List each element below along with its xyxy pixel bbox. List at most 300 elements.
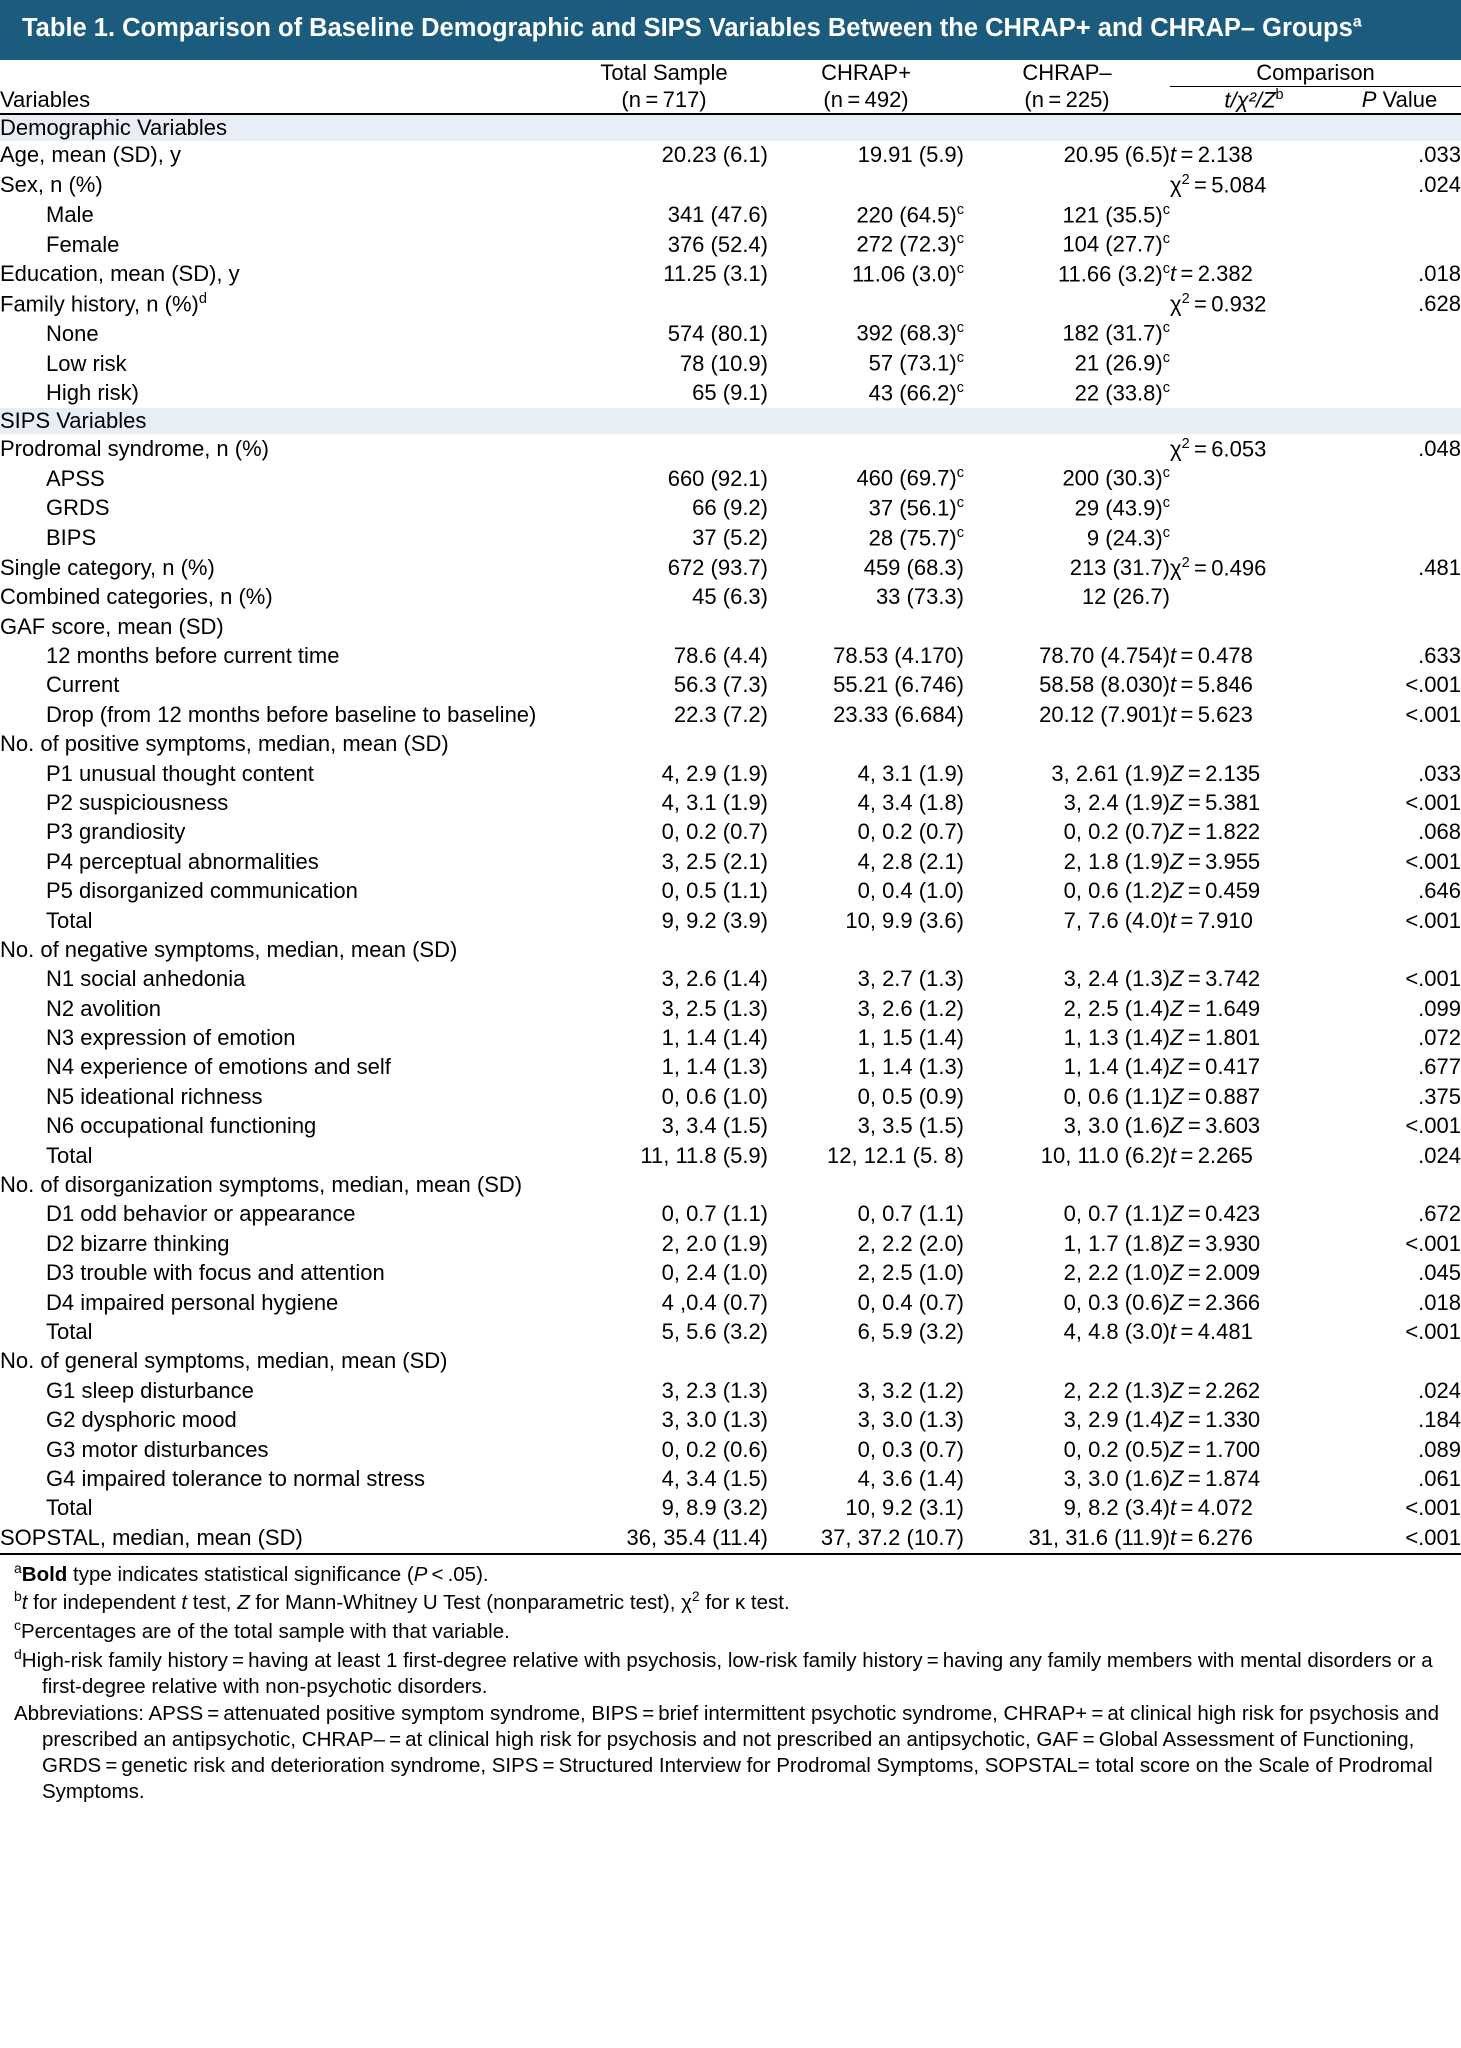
row-total-sample-value	[560, 1171, 768, 1200]
row-statistic-value: Z = 1.330	[1170, 1407, 1261, 1433]
row-chrap-minus-value: 3, 2.4 (1.3)	[1063, 966, 1170, 992]
row-statistic-value: Z = 2.262	[1170, 1377, 1261, 1403]
table-row	[0, 141, 1461, 170]
table-row	[0, 464, 1461, 494]
row-chrap-minus-value: 0, 0.6 (1.1)	[1063, 1083, 1170, 1109]
row-total-sample-value: 3, 2.3 (1.3)	[661, 1377, 768, 1403]
row-total-sample-value: 78 (10.9)	[679, 350, 768, 376]
row-total-sample-value: 37 (5.2)	[692, 525, 768, 551]
header-total-sample-n: (n = 717)	[621, 86, 707, 112]
row-chrap-minus-value: 2, 2.2 (1.0)	[1063, 1260, 1170, 1286]
table-row	[0, 1141, 1461, 1170]
row-chrap-plus-value: 459 (68.3)	[863, 554, 964, 580]
row-chrap-plus-value: 0, 0.7 (1.1)	[857, 1201, 964, 1227]
row-total-sample-value: 1, 1.4 (1.4)	[661, 1025, 768, 1051]
row-variable-label: No. of disorganization symptoms, median, mean (SD)	[0, 1172, 523, 1198]
row-statistic-value: t = 4.072	[1170, 1495, 1253, 1521]
row-total-sample-value: 4, 3.4 (1.5)	[661, 1465, 768, 1491]
row-variable-label: P1 unusual thought content	[46, 760, 314, 786]
row-chrap-plus-value: 10, 9.9 (3.6)	[845, 907, 964, 933]
row-chrap-plus-value: 23.33 (6.684)	[833, 701, 964, 727]
header-total-sample: Total Sample	[600, 60, 728, 86]
row-statistic-value: t = 6.276	[1170, 1524, 1253, 1550]
table-body	[0, 114, 1461, 1553]
row-chrap-minus-value	[964, 935, 1170, 964]
table-row	[0, 1259, 1461, 1288]
row-variable-label: Combined categories, n (%)	[0, 584, 273, 610]
table-row	[0, 1406, 1461, 1435]
row-pvalue	[1338, 1347, 1461, 1376]
row-statistic-value: Z = 0.887	[1170, 1083, 1261, 1109]
row-chrap-minus-value: 3, 2.61 (1.9)	[1051, 760, 1170, 786]
table-row	[0, 1464, 1461, 1493]
row-pvalue	[1338, 612, 1461, 641]
row-total-sample-value: 2, 2.0 (1.9)	[661, 1230, 768, 1256]
row-variable-label: Prodromal syndrome, n (%)	[0, 435, 269, 461]
row-chrap-plus-value	[768, 434, 964, 464]
row-statistic-value: Z = 1.649	[1170, 995, 1261, 1021]
row-statistic-value	[1170, 612, 1338, 641]
row-statistic-value: Z = 3.955	[1170, 848, 1261, 874]
row-total-sample-value: 3, 3.0 (1.3)	[661, 1407, 768, 1433]
row-total-sample-value	[560, 170, 768, 200]
row-pvalue: <.001	[1405, 1524, 1461, 1550]
row-statistic-value: t = 2.138	[1170, 142, 1253, 168]
row-variable-label: Low risk	[46, 350, 127, 376]
row-variable-label: GRDS	[46, 495, 110, 521]
row-chrap-plus-value: 392 $(68.3)^c$	[856, 320, 964, 346]
row-variable-label: None	[46, 320, 99, 346]
row-total-sample-value: 341 (47.6)	[667, 201, 768, 227]
row-variable-label: GAF score, mean (SD)	[0, 613, 224, 639]
header-chrap-minus-n: (n = 225)	[1024, 86, 1110, 112]
row-chrap-minus-value: 31, 31.6 (11.9)	[1028, 1524, 1170, 1550]
row-pvalue	[1338, 200, 1461, 230]
row-chrap-minus-value: 2, 2.5 (1.4)	[1063, 995, 1170, 1021]
row-chrap-plus-value: 0, 0.3 (0.7)	[857, 1436, 964, 1462]
row-variable-label: Total	[46, 1142, 93, 1168]
row-pvalue	[1338, 523, 1461, 553]
table-row	[0, 230, 1461, 260]
comparison-table	[0, 60, 1461, 1553]
row-variable-label: Current	[46, 672, 120, 698]
table-row	[0, 965, 1461, 994]
row-chrap-minus-value: 20.12 (7.901)	[1039, 701, 1170, 727]
header-statistic-label: t/χ²/Z	[1224, 86, 1276, 112]
row-chrap-minus-value: 11.66 $(3.2)^c$	[1057, 261, 1170, 287]
row-total-sample-value: 9, 8.9 (3.2)	[661, 1495, 768, 1521]
row-statistic-value: Z = 2.135	[1170, 760, 1261, 786]
row-total-sample-value: 0, 0.5 (1.1)	[661, 878, 768, 904]
row-pvalue: <.001	[1405, 1318, 1461, 1344]
row-statistic-value: t = 0.478	[1170, 643, 1253, 668]
row-pvalue: <.001	[1405, 966, 1461, 992]
row-variable-label: No. of negative symptoms, median, mean (SD)	[0, 936, 458, 962]
row-variable-label: No. of general symptoms, median, mean (SD)	[0, 1348, 448, 1374]
row-total-sample-value: 4, 3.1 (1.9)	[661, 789, 768, 815]
row-chrap-minus-value: 182 $(31.7)^c$	[1062, 320, 1170, 346]
row-variable-label: Total	[46, 1495, 93, 1521]
row-chrap-minus-value: 10, 11.0 (6.2)	[1040, 1142, 1170, 1168]
footnote: $^a$Bold type indicates statistical significance (P < .05).	[14, 1559, 489, 1586]
row-chrap-plus-value: 3, 3.5 (1.5)	[857, 1113, 964, 1139]
table-row	[0, 1200, 1461, 1229]
row-chrap-plus-value: 57 $(73.1)^c$	[868, 350, 964, 376]
row-total-sample-value: 56.3 (7.3)	[673, 672, 768, 698]
table-row	[0, 1376, 1461, 1405]
row-pvalue: <.001	[1405, 1495, 1461, 1521]
table-row	[0, 289, 1461, 319]
table-row	[0, 1171, 1461, 1200]
row-pvalue	[1338, 464, 1461, 494]
row-pvalue: <.001	[1405, 848, 1461, 874]
row-total-sample-value: 36, 35.4 (11.4)	[626, 1524, 768, 1550]
row-statistic-value	[1170, 583, 1338, 612]
table-row	[0, 349, 1461, 379]
row-chrap-minus-value: 0, 0.6 (1.2)	[1063, 878, 1170, 904]
row-pvalue: .646	[1418, 878, 1461, 904]
row-pvalue: .672	[1418, 1201, 1461, 1227]
row-variable-label: Single category, n (%)	[0, 554, 215, 580]
table-row	[0, 700, 1461, 729]
row-statistic-value: t = 4.481	[1170, 1318, 1253, 1344]
row-chrap-minus-value	[964, 434, 1170, 464]
table-row	[0, 759, 1461, 788]
table-row	[0, 788, 1461, 817]
row-chrap-plus-value: 55.21 (6.746)	[833, 672, 964, 698]
row-total-sample-value: 0, 0.2 (0.7)	[661, 819, 768, 845]
table-row	[0, 1494, 1461, 1523]
row-pvalue: <.001	[1405, 907, 1461, 933]
table-section-header	[0, 114, 1461, 141]
row-statistic-value: Z = 3.930	[1170, 1230, 1261, 1256]
row-variable-label: P5 disorganized communication	[46, 878, 358, 904]
table-header	[0, 60, 1461, 114]
table-row	[0, 260, 1461, 290]
table-row	[0, 1112, 1461, 1141]
row-statistic-value: Z = 3.742	[1170, 966, 1261, 992]
row-variable-label: No. of positive symptoms, median, mean (SD)	[0, 731, 449, 757]
row-total-sample-value: 66 (9.2)	[692, 495, 768, 521]
row-statistic-value	[1170, 464, 1338, 494]
table-row	[0, 434, 1461, 464]
row-total-sample-value	[560, 935, 768, 964]
row-pvalue	[1338, 935, 1461, 964]
row-statistic-value: Z = 1.801	[1170, 1025, 1261, 1051]
row-pvalue	[1338, 730, 1461, 759]
row-chrap-plus-value: 1, 1.5 (1.4)	[857, 1025, 964, 1051]
row-variable-label: P3 grandiosity	[46, 819, 186, 845]
table-footnotes	[0, 1553, 1461, 1817]
row-pvalue: .061	[1418, 1465, 1461, 1491]
row-chrap-minus-value: 1, 1.4 (1.4)	[1063, 1054, 1170, 1080]
row-pvalue: .481	[1418, 554, 1461, 580]
row-chrap-minus-value	[964, 612, 1170, 641]
row-chrap-plus-value: 3, 2.6 (1.2)	[857, 995, 964, 1021]
row-pvalue	[1338, 319, 1461, 349]
row-chrap-minus-value: 7, 7.6 (4.0)	[1063, 907, 1170, 933]
row-pvalue: .024	[1418, 172, 1461, 198]
row-total-sample-value: 0, 0.2 (0.6)	[661, 1436, 768, 1462]
row-pvalue: .089	[1418, 1436, 1461, 1462]
row-chrap-plus-value	[768, 935, 964, 964]
row-statistic-value: Z = 5.381	[1170, 789, 1261, 815]
row-total-sample-value	[560, 1347, 768, 1376]
footnote: $^b$t for independent t test, Z for Mann-Whitney U Test (nonparametric test), $\chi^2$ for κ test.	[14, 1588, 790, 1615]
footnote: $^d$High-risk family history = having at least 1 first-degree relative with psychosis, low-risk family history = having any family members with mental disorders or a first-degree relative with non-psychotic disorders.	[14, 1646, 1433, 1699]
row-statistic-value: Z = 0.423	[1170, 1201, 1261, 1227]
row-total-sample-value: 65 (9.1)	[692, 380, 768, 406]
row-total-sample-value: 3, 2.5 (1.3)	[661, 995, 768, 1021]
row-variable-label: Family history, n (%)$^d$	[0, 290, 207, 317]
row-statistic-value: Z = 0.417	[1170, 1054, 1261, 1080]
row-pvalue	[1338, 230, 1461, 260]
row-chrap-minus-value: 12 (26.7)	[1081, 584, 1170, 610]
row-pvalue: .099	[1418, 995, 1461, 1021]
row-pvalue	[1338, 583, 1461, 612]
row-chrap-minus-value	[964, 1171, 1170, 1200]
row-variable-label: P4 perceptual abnormalities	[46, 848, 319, 874]
row-chrap-plus-value: 10, 9.2 (3.1)	[845, 1495, 964, 1521]
table-row	[0, 1435, 1461, 1464]
row-chrap-minus-value	[964, 289, 1170, 319]
row-chrap-minus-value: 58.58 (8.030)	[1039, 672, 1170, 698]
table-row	[0, 730, 1461, 759]
row-total-sample-value: 4 ,0.4 (0.7)	[661, 1289, 768, 1315]
row-statistic-value	[1170, 935, 1338, 964]
row-variable-label: N6 occupational functioning	[46, 1113, 317, 1139]
row-chrap-plus-value: 6, 5.9 (3.2)	[857, 1318, 964, 1344]
row-variable-label: D1 odd behavior or appearance	[46, 1201, 356, 1227]
row-chrap-minus-value: 21 $(26.9)^c$	[1074, 350, 1170, 376]
row-statistic-value: Z = 2.366	[1170, 1289, 1261, 1315]
row-chrap-plus-value: 4, 3.1 (1.9)	[857, 760, 964, 786]
row-variable-label: D2 bizarre thinking	[46, 1230, 230, 1256]
row-pvalue: .072	[1418, 1025, 1461, 1051]
row-total-sample-value	[560, 434, 768, 464]
row-chrap-plus-value: 272 $(72.3)^c$	[856, 231, 964, 257]
row-statistic-value: Z = 1.822	[1170, 819, 1261, 845]
row-chrap-plus-value: 37 $(56.1)^c$	[868, 495, 964, 521]
row-variable-label: G3 motor disturbances	[46, 1436, 269, 1462]
row-statistic-value: $\chi^2 = 6.053$	[1170, 435, 1267, 461]
row-variable-label: 12 months before current time	[46, 643, 340, 668]
row-chrap-minus-value: 29 $(43.9)^c$	[1074, 495, 1170, 521]
table-row	[0, 553, 1461, 583]
table-row	[0, 994, 1461, 1023]
row-variable-label: N2 avolition	[46, 995, 161, 1021]
row-statistic-value	[1170, 230, 1338, 260]
row-chrap-plus-value: 3, 3.2 (1.2)	[857, 1377, 964, 1403]
row-pvalue: .018	[1418, 1289, 1461, 1315]
row-chrap-plus-value: 2, 2.2 (2.0)	[857, 1230, 964, 1256]
row-chrap-plus-value: 4, 2.8 (2.1)	[857, 848, 964, 874]
row-chrap-plus-value: 0, 0.5 (0.9)	[857, 1083, 964, 1109]
row-total-sample-value: 9, 9.2 (3.9)	[661, 907, 768, 933]
row-chrap-plus-value: 28 $(75.7)^c$	[868, 524, 964, 551]
row-variable-label: BIPS	[46, 525, 97, 551]
row-pvalue	[1338, 378, 1461, 408]
table-row	[0, 877, 1461, 906]
row-variable-label: N1 social anhedonia	[46, 966, 246, 992]
row-chrap-plus-value: 4, 3.6 (1.4)	[857, 1465, 964, 1491]
table-section-header	[0, 408, 1461, 434]
table-row	[0, 319, 1461, 349]
row-chrap-minus-value: 0, 0.2 (0.7)	[1063, 819, 1170, 845]
row-chrap-plus-value	[768, 170, 964, 200]
row-variable-label: N3 expression of emotion	[46, 1025, 296, 1051]
table-row	[0, 1523, 1461, 1552]
row-chrap-plus-value: 0, 0.4 (1.0)	[857, 878, 964, 904]
row-pvalue: .677	[1418, 1054, 1461, 1080]
row-variable-label: P2 suspiciousness	[46, 789, 229, 815]
row-total-sample-value: 3, 2.5 (2.1)	[661, 848, 768, 874]
row-chrap-plus-value	[768, 612, 964, 641]
row-total-sample-value: 0, 2.4 (1.0)	[661, 1260, 768, 1286]
row-variable-label: G1 sleep disturbance	[46, 1377, 254, 1403]
header-variables: Variables	[0, 86, 91, 112]
row-total-sample-value: 672 (93.7)	[667, 554, 768, 580]
row-chrap-plus-value	[768, 1347, 964, 1376]
row-chrap-minus-value: 0, 0.2 (0.5)	[1063, 1436, 1170, 1462]
row-variable-label: Female	[46, 231, 120, 257]
row-chrap-plus-value	[768, 730, 964, 759]
row-total-sample-value: 11, 11.8 (5.9)	[640, 1142, 768, 1168]
row-chrap-minus-value: 9, 8.2 (3.4)	[1063, 1495, 1170, 1521]
row-chrap-minus-value: 78.70 (4.754)	[1039, 643, 1170, 668]
row-statistic-value	[1170, 200, 1338, 230]
row-chrap-minus-value	[964, 170, 1170, 200]
table-row	[0, 494, 1461, 524]
row-pvalue: .184	[1418, 1407, 1461, 1433]
row-variable-label: Total	[46, 907, 93, 933]
table-row	[0, 612, 1461, 641]
row-chrap-plus-value: 43 $(66.2)^c$	[868, 379, 964, 406]
row-statistic-value: t = 5.623	[1170, 701, 1253, 727]
row-statistic-value	[1170, 349, 1338, 379]
row-variable-label: SOPSTAL, median, mean (SD)	[0, 1524, 303, 1550]
row-pvalue: <.001	[1405, 701, 1461, 727]
header-statistic	[1170, 86, 1338, 114]
row-statistic-value: t = 2.382	[1170, 261, 1253, 287]
row-pvalue: <.001	[1405, 789, 1461, 815]
table-row	[0, 1024, 1461, 1053]
row-pvalue: .033	[1418, 142, 1461, 168]
row-pvalue: .045	[1418, 1260, 1461, 1286]
row-chrap-minus-value: 9 $(24.3)^c$	[1086, 524, 1170, 551]
row-statistic-value	[1170, 523, 1338, 553]
row-pvalue: .048	[1418, 435, 1461, 461]
header-comparison-group: Comparison	[1170, 60, 1461, 87]
row-variable-label: D4 impaired personal hygiene	[46, 1289, 339, 1315]
row-statistic-value: Z = 1.874	[1170, 1465, 1261, 1491]
row-pvalue: .024	[1418, 1142, 1461, 1168]
table-row	[0, 1288, 1461, 1317]
table-row	[0, 170, 1461, 200]
table-row	[0, 1317, 1461, 1346]
row-statistic-value	[1170, 378, 1338, 408]
header-row-group	[0, 60, 1461, 87]
row-pvalue: <.001	[1405, 672, 1461, 698]
row-chrap-minus-value: 104 $(27.7)^c$	[1062, 231, 1170, 257]
table-row	[0, 671, 1461, 700]
row-total-sample-value: 574 (80.1)	[667, 320, 768, 346]
row-chrap-minus-value: 1, 1.7 (1.8)	[1063, 1230, 1170, 1256]
row-variable-label: G4 impaired tolerance to normal stress	[46, 1465, 426, 1491]
table-row	[0, 378, 1461, 408]
row-pvalue	[1338, 1171, 1461, 1200]
table-row	[0, 1347, 1461, 1376]
table-title-text: Table 1. Comparison of Baseline Demographic and SIPS Variables Between the CHRAP+ and CHRAP– Groups	[22, 14, 1353, 42]
table-title	[0, 0, 1461, 60]
row-chrap-plus-value	[768, 1171, 964, 1200]
table-row	[0, 906, 1461, 935]
header-chrap-plus-n: (n = 492)	[823, 86, 909, 112]
row-chrap-plus-value: 33 (73.3)	[875, 584, 964, 610]
header-statistic-footnote-marker: b	[1275, 86, 1284, 103]
row-total-sample-value: 0, 0.7 (1.1)	[661, 1201, 768, 1227]
row-statistic-value: Z = 1.700	[1170, 1436, 1261, 1462]
row-pvalue: .633	[1418, 643, 1461, 668]
header-pvalue: P Value	[1361, 86, 1438, 112]
row-chrap-minus-value: 200 $(30.3)^c$	[1062, 465, 1170, 491]
table-row	[0, 1082, 1461, 1111]
row-total-sample-value: 45 (6.3)	[692, 584, 768, 610]
row-total-sample-value: 660 (92.1)	[667, 465, 768, 491]
row-variable-label: Education, mean (SD), y	[0, 261, 240, 287]
row-statistic-value	[1170, 1347, 1338, 1376]
row-pvalue: <.001	[1405, 1230, 1461, 1256]
row-total-sample-value	[560, 612, 768, 641]
row-chrap-minus-value: 213 (31.7)	[1069, 554, 1170, 580]
header-chrap-plus: CHRAP+	[821, 60, 911, 86]
footnote: Abbreviations: APSS = attenuated positive symptom syndrome, BIPS = brief intermittent psychotic syndrome, CHRAP+ = at clinical high risk for psychosis and prescribed an antipsychotic, CHRAP– = at clinical high risk for psychosis and not prescribed an antipsychotic, GAF = Global Assessment of Functioning, GRDS = genetic risk and deterioration syndrome, SIPS = Structured Interview for Prodromal Symptoms, SOPSTAL= total score on the Scale of Prodromal Symptoms.	[14, 1702, 1439, 1804]
row-chrap-minus-value: 22 $(33.8)^c$	[1074, 379, 1170, 406]
row-pvalue	[1338, 349, 1461, 379]
row-chrap-minus-value	[964, 1347, 1170, 1376]
row-total-sample-value: 1, 1.4 (1.3)	[661, 1054, 768, 1080]
footnote: $^c$Percentages are of the total sample with that variable.	[14, 1617, 510, 1644]
row-variable-label: G2 dysphoric mood	[46, 1407, 237, 1433]
row-total-sample-value: 5, 5.6 (3.2)	[661, 1318, 768, 1344]
row-chrap-plus-value: 0, 0.4 (0.7)	[857, 1289, 964, 1315]
row-pvalue: .068	[1418, 819, 1461, 845]
table-row	[0, 1229, 1461, 1258]
row-chrap-plus-value: 11.06 $(3.0)^c$	[851, 261, 964, 287]
table-row	[0, 818, 1461, 847]
row-pvalue: .018	[1418, 261, 1461, 287]
row-statistic-value	[1170, 319, 1338, 349]
row-chrap-minus-value: 0, 0.7 (1.1)	[1063, 1201, 1170, 1227]
row-chrap-minus-value: 121 $(35.5)^c$	[1062, 201, 1170, 227]
row-statistic-value: $\chi^2 = 0.932$	[1170, 290, 1267, 317]
row-variable-label: Age, mean (SD), y	[0, 142, 181, 168]
row-variable-label: Sex, n (%)	[0, 172, 103, 198]
row-total-sample-value: 0, 0.6 (1.0)	[661, 1083, 768, 1109]
row-total-sample-value	[560, 289, 768, 319]
header-row-sub	[0, 86, 1461, 114]
row-total-sample-value: 11.25 (3.1)	[663, 261, 768, 287]
row-pvalue: .033	[1418, 760, 1461, 786]
table-section-label: SIPS Variables	[0, 408, 1461, 434]
row-statistic-value: $\chi^2 = 5.084$	[1170, 171, 1267, 198]
table-row	[0, 847, 1461, 876]
row-variable-label: Male	[46, 201, 94, 227]
row-statistic-value	[1170, 494, 1338, 524]
row-chrap-plus-value: 2, 2.5 (1.0)	[857, 1260, 964, 1286]
row-chrap-plus-value: 4, 3.4 (1.8)	[857, 789, 964, 815]
row-statistic-value	[1170, 1171, 1338, 1200]
